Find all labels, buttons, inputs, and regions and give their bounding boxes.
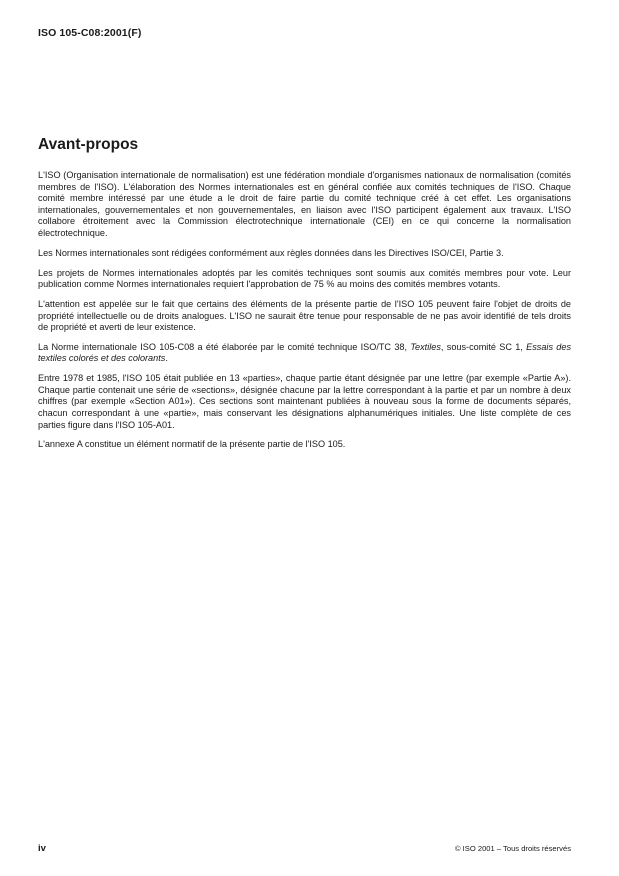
foreword-body [38, 170, 571, 459]
page-title: Avant-propos [38, 136, 139, 153]
committee-name: Textiles [410, 341, 441, 352]
paragraph-history: Entre 1978 et 1985, l'ISO 105 était publiée en 13 «parties», chaque partie étant désignée par une lettre (par exemple «Partie A»). Chaque partie contenait une série de «sections», désignée chacune par la lettre correspondant à la partie et par un nombre à deux chiffres (par exemple «Section A01»). Ces sections sont maintenant publiées à nouveau sous la forme de documents séparés, chacun correspondant à une «partie», mais conservant les désignations alphanumériques initiales. Une liste complète de ces parties figure dans l'ISO 105-A01. [38, 373, 571, 430]
page-number: iv [38, 843, 46, 854]
committee-end: . [165, 353, 168, 364]
subcommittee-name: Essais des textiles colorés et des colorants [38, 341, 572, 364]
committee-text: La Norme internationale ISO 105-C08 a été élaborée par le comité technique ISO/TC 38, [38, 341, 411, 352]
copyright-notice: © ISO 2001 – Tous droits réservés [454, 844, 571, 853]
paragraph-voting: Les projets de Normes internationales adoptés par les comités techniques sont soumis aux comités membres pour vote. Leur publication comme Normes internationales requiert l'approbation de 75 % au moins des comités membres votants. [38, 267, 571, 290]
document-header: ISO 105-C08:2001(F) [38, 27, 142, 39]
paragraph-iso-organisation: L'ISO (Organisation internationale de normalisation) est une fédération mondiale d'organismes nationaux de normalisation (comités membres de l'ISO). L'élaboration des Normes internationales est en général confiée aux comités techniques de l'ISO. Chaque comité membre intéressé par une étude a le droit de faire partie du comité technique créé à cet effet. Les organisations internationales, gouvernementales et non gouvernementales, en liaison avec l'ISO participent également aux travaux. L'ISO collabore étroitement avec la Commission électrotechnique internationale (CEI) en ce qui concerne la normalisation électrotechnique. [38, 170, 571, 238]
paragraph-directives: Les Normes internationales sont rédigées conformément aux règles données dans les Directives ISO/CEI, Partie 3. [38, 247, 504, 258]
paragraph-patent-rights: L'attention est appelée sur le fait que certains des éléments de la présente partie de l'ISO 105 peuvent faire l'objet de droits de propriété intellectuelle ou de droits analogues. L'ISO ne saurait être tenue pour responsable de ne pas avoir identifié de tels droits de propriété et averti de leur existence. [38, 298, 571, 333]
paragraph-committee [38, 342, 571, 365]
paragraph-annex: L'annexe A constitue un élément normatif de la présente partie de l'ISO 105. [38, 439, 346, 450]
subcommittee-text: , sous-comité SC 1, [440, 341, 527, 352]
